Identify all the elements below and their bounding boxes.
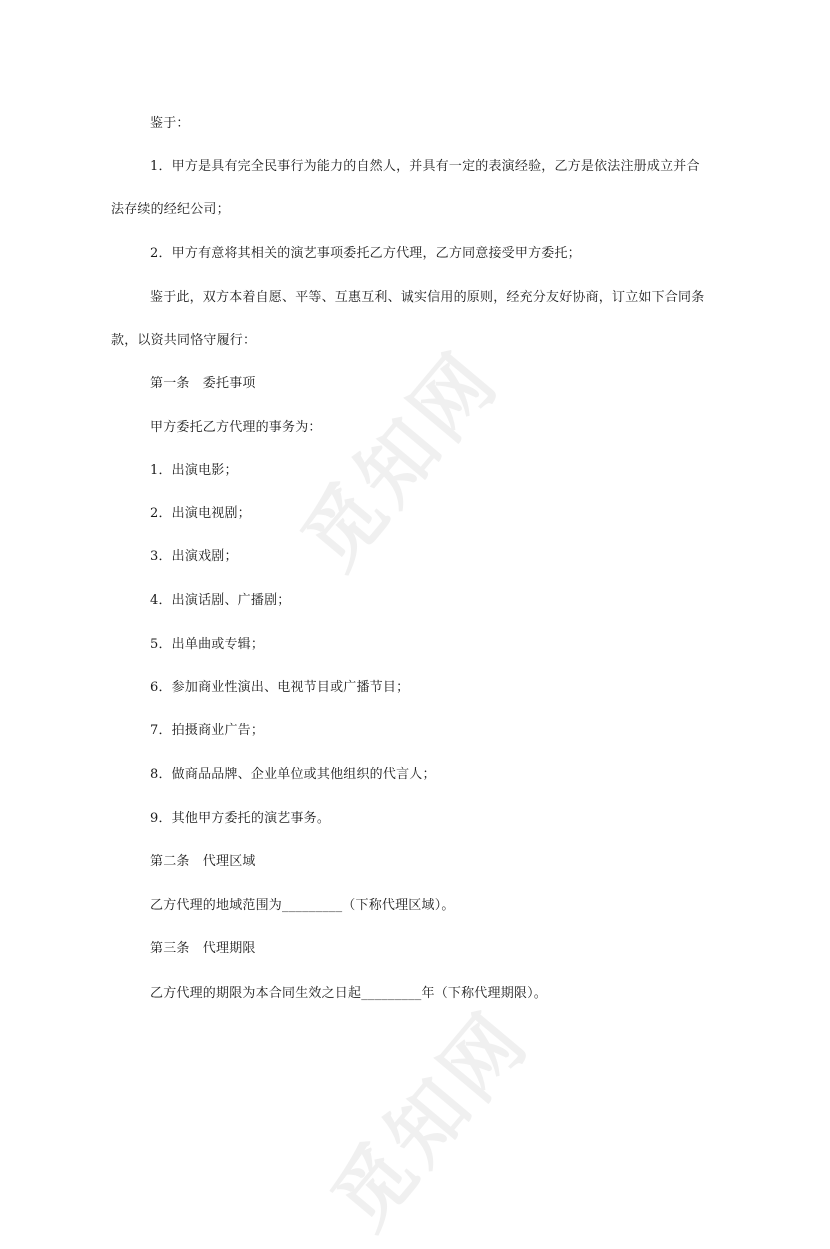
- paragraph-line: 法存续的经纪公司；: [111, 202, 230, 217]
- paragraph-line: 款，以资共同恪守履行：: [111, 333, 257, 348]
- paragraph-line: 1．甲方是具有完全民事行为能力的自然人，并具有一定的表演经验，乙方是依法注册成立并合: [150, 159, 700, 174]
- list-item: 6．参加商业性演出、电视节目或广播节目；: [150, 680, 410, 695]
- list-item: 3．出演戏剧；: [150, 549, 238, 564]
- list-item: 9．其他甲方委托的演艺事务。: [150, 811, 331, 826]
- paragraph-line: 鉴于此，双方本着自愿、平等、互惠互利、诚实信用的原则，经充分友好协商，订立如下合同条: [150, 290, 705, 305]
- list-item: 5．出单曲或专辑；: [150, 637, 265, 652]
- list-item: 4．出演话剧、广播剧；: [150, 593, 291, 608]
- section-heading: 第二条 代理区域: [150, 854, 256, 869]
- list-item: 2．出演电视剧；: [150, 506, 251, 521]
- watermark: 觅知网: [285, 335, 517, 586]
- list-item: 1．出演电影；: [150, 463, 238, 478]
- list-item: 7．拍摄商业广告；: [150, 723, 265, 738]
- section-heading: 第三条 代理期限: [150, 941, 256, 956]
- paragraph-line: 乙方代理的期限为本合同生效之日起_________年（下称代理期限）。: [150, 986, 548, 1001]
- list-item: 8．做商品品牌、企业单位或其他组织的代言人；: [150, 767, 436, 782]
- paragraph-line: 乙方代理的地域范围为_________（下称代理区域）。: [150, 898, 455, 913]
- paragraph-line: 2．甲方有意将其相关的演艺事项委托乙方代理，乙方同意接受甲方委托；: [150, 246, 581, 261]
- watermark: 觅知网: [315, 995, 547, 1246]
- paragraph-line: 鉴于：: [150, 116, 190, 131]
- section-heading: 第一条 委托事项: [150, 376, 256, 391]
- paragraph-line: 甲方委托乙方代理的事务为：: [150, 420, 322, 435]
